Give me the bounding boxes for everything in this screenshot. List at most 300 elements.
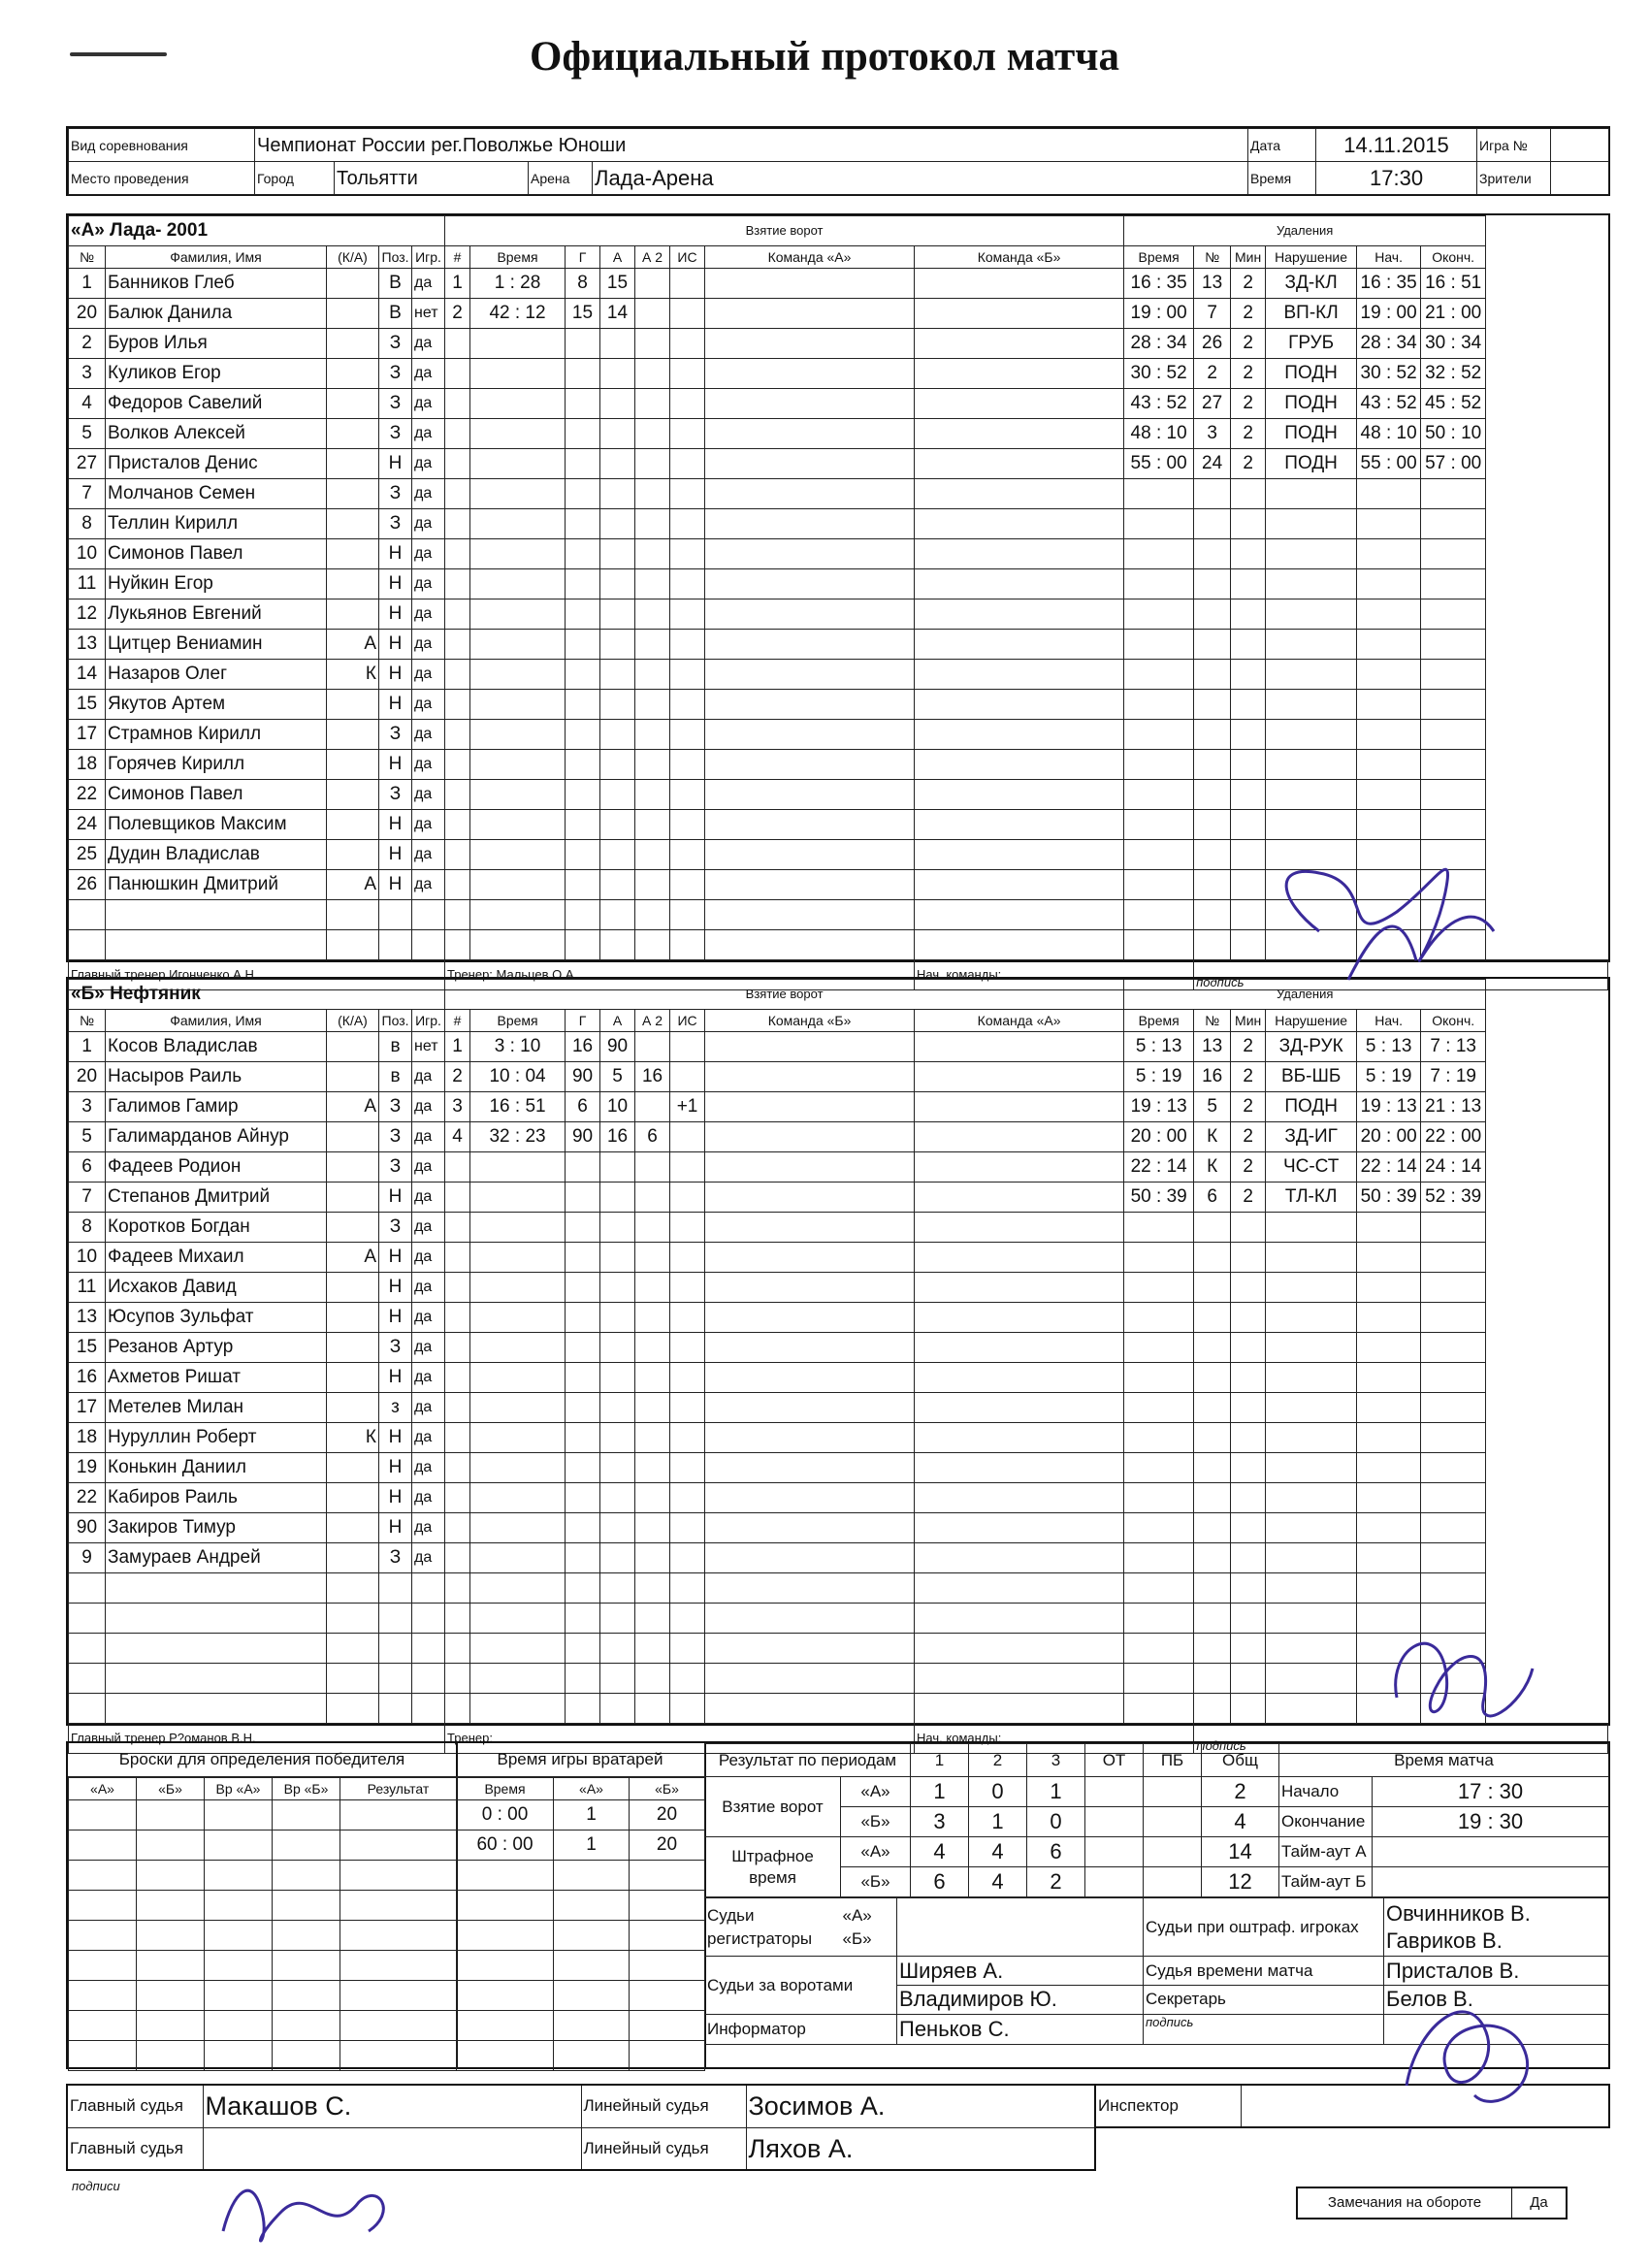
- empty-cell: [106, 1694, 327, 1724]
- empty-cell: [1124, 1423, 1194, 1453]
- pen-start: 16 : 35: [1357, 269, 1421, 299]
- player-played: нет: [412, 1032, 445, 1062]
- empty-cell: [1266, 1664, 1357, 1694]
- empty-cell: [1194, 840, 1231, 870]
- empty-cell: [1266, 1453, 1357, 1483]
- empty-cell: [600, 329, 635, 359]
- player-played: да: [412, 1303, 445, 1333]
- player-ka: [327, 569, 379, 599]
- player-pos: Н: [379, 660, 412, 690]
- empty-cell: [635, 419, 670, 449]
- goals-b-total: 4: [1202, 1807, 1279, 1837]
- pen-time: 19 : 13: [1124, 1092, 1194, 1122]
- goals-b-3: 0: [1027, 1807, 1085, 1837]
- empty-cell: [670, 1543, 705, 1573]
- table-row: [69, 299, 1608, 329]
- player-pos: з: [379, 1393, 412, 1423]
- empty-cell: [1124, 569, 1194, 599]
- penalty-judge-1: Овчинников В.: [1386, 1900, 1531, 1926]
- empty-cell: [457, 2041, 554, 2071]
- empty-cell: [470, 1453, 566, 1483]
- empty-cell: [566, 509, 600, 539]
- empty-cell: [566, 750, 600, 780]
- empty-cell: [670, 1664, 705, 1694]
- empty-cell: [1124, 1634, 1194, 1664]
- col-goal-g: Г: [566, 1010, 600, 1032]
- empty-cell: [412, 930, 445, 960]
- goal-scorer: 90: [566, 1062, 600, 1092]
- player-ka: [327, 810, 379, 840]
- empty-cell: [470, 509, 566, 539]
- goals-a-1: 1: [911, 1777, 969, 1807]
- col-name: Фамилия, Имя: [106, 246, 327, 269]
- pen-infraction: ПОДН: [1266, 449, 1357, 479]
- period-col-ot: ОТ: [1085, 1744, 1144, 1777]
- empty-cell: [106, 1604, 327, 1634]
- pen-start: 19 : 00: [1357, 299, 1421, 329]
- goal-scorer: 15: [566, 299, 600, 329]
- empty-cell: [1194, 690, 1231, 720]
- player-ka: [327, 419, 379, 449]
- empty-cell: [600, 1303, 635, 1333]
- empty-cell: [600, 479, 635, 509]
- table-row: [69, 1573, 1608, 1604]
- empty-cell: [635, 1694, 670, 1724]
- player-played: да: [412, 1092, 445, 1122]
- empty-cell: [600, 780, 635, 810]
- empty-cell: [915, 1363, 1124, 1393]
- empty-cell: [69, 1921, 137, 1951]
- player-played: да: [412, 1423, 445, 1453]
- empty-cell: [600, 930, 635, 960]
- empty-cell: [470, 1393, 566, 1423]
- player-no: 20: [69, 299, 106, 329]
- empty-cell: [915, 449, 1124, 479]
- goal-assist: 5: [600, 1062, 635, 1092]
- empty-cell: [915, 569, 1124, 599]
- pen-time: 5 : 19: [1124, 1062, 1194, 1092]
- empty-cell: [205, 1861, 273, 1891]
- empty-cell: [635, 930, 670, 960]
- empty-cell: [457, 1921, 554, 1951]
- col-played: Игр.: [412, 1010, 445, 1032]
- empty-cell: [1231, 1604, 1266, 1634]
- empty-cell: [670, 720, 705, 750]
- empty-cell: [915, 599, 1124, 630]
- empty-cell: [1124, 1573, 1194, 1604]
- empty-cell: [915, 1634, 1124, 1664]
- empty-cell: [69, 2011, 137, 2041]
- empty-cell: [445, 840, 470, 870]
- empty-cell: [1231, 630, 1266, 660]
- empty-cell: [327, 930, 379, 960]
- empty-cell: [915, 1333, 1124, 1363]
- pen-start: 30 : 52: [1357, 359, 1421, 389]
- empty-cell: [327, 900, 379, 930]
- timeout-b-label: Тайм-аут Б: [1279, 1867, 1373, 1897]
- player-played: да: [412, 1062, 445, 1092]
- empty-cell: [470, 389, 566, 419]
- col-goal-team2: Команда «Б»: [915, 246, 1124, 269]
- empty-cell: [554, 1861, 630, 1891]
- pen-player: 13: [1194, 1032, 1231, 1062]
- empty-cell: [412, 1604, 445, 1634]
- empty-cell: [445, 660, 470, 690]
- header-block: [66, 126, 1610, 196]
- empty-cell: [470, 1152, 566, 1183]
- empty-cell: [1421, 660, 1486, 690]
- date-value: 14.11.2015: [1316, 129, 1477, 162]
- empty-cell: [327, 1694, 379, 1724]
- empty-cell: [1421, 1453, 1486, 1483]
- pen-end: 7 : 13: [1421, 1032, 1486, 1062]
- empty-cell: [635, 840, 670, 870]
- empty-cell: [1357, 599, 1421, 630]
- pen-infraction: ТЛ-КЛ: [1266, 1183, 1357, 1213]
- empty-cell: [457, 2011, 554, 2041]
- empty-cell: [379, 1604, 412, 1634]
- pen-start: 19 : 13: [1357, 1092, 1421, 1122]
- empty-cell: [635, 690, 670, 720]
- competition-label: Вид соревнования: [69, 129, 255, 162]
- player-played: да: [412, 690, 445, 720]
- player-name: Кабиров Раиль: [106, 1483, 327, 1513]
- empty-cell: [705, 1303, 915, 1333]
- empty-cell: [1357, 569, 1421, 599]
- arena-value: Лада-Арена: [593, 162, 1248, 195]
- empty-cell: [1421, 1573, 1486, 1604]
- main-referee-label-2: Главный судья: [67, 2127, 203, 2170]
- empty-cell: [1231, 780, 1266, 810]
- empty-cell: [1194, 1634, 1231, 1664]
- col-goal-time: Время: [470, 246, 566, 269]
- empty-cell: [1231, 1483, 1266, 1513]
- empty-cell: [915, 1183, 1124, 1213]
- empty-cell: [915, 389, 1124, 419]
- empty-cell: [1124, 1453, 1194, 1483]
- empty-cell: [445, 780, 470, 810]
- empty-cell: [445, 1543, 470, 1573]
- player-name: Фадеев Родион: [106, 1152, 327, 1183]
- penalty-judge-2: Гавриков В.: [1386, 1928, 1503, 1953]
- empty-cell: [1194, 479, 1231, 509]
- penalty-judges-label: Судьи при оштраф. игроках: [1144, 1898, 1384, 1957]
- empty-cell: [1124, 780, 1194, 810]
- empty-cell: [705, 1122, 915, 1152]
- empty-cell: [205, 1951, 273, 1981]
- empty-cell: [705, 479, 915, 509]
- empty-cell: [600, 1664, 635, 1694]
- goal-no: 4: [445, 1122, 470, 1152]
- pen-infraction: ЗД-КЛ: [1266, 269, 1357, 299]
- empty-cell: [670, 1513, 705, 1543]
- pen-start: 20 : 00: [1357, 1122, 1421, 1152]
- empty-cell: [106, 1573, 327, 1604]
- goals-b-pb: [1144, 1807, 1202, 1837]
- goalie-col: «Б»: [630, 1778, 705, 1800]
- player-name: Балюк Данила: [106, 299, 327, 329]
- player-ka: [327, 359, 379, 389]
- empty-cell: [1357, 1573, 1421, 1604]
- empty-cell: [600, 900, 635, 930]
- goal-no: 2: [445, 1062, 470, 1092]
- pen-b-2: 4: [969, 1867, 1027, 1897]
- goalie-time: 60 : 00: [457, 1831, 554, 1861]
- player-no: 25: [69, 840, 106, 870]
- pen-end: 16 : 51: [1421, 269, 1486, 299]
- empty-cell: [670, 690, 705, 720]
- empty-cell: [635, 449, 670, 479]
- empty-cell: [600, 870, 635, 900]
- goals-b-2: 1: [969, 1807, 1027, 1837]
- player-ka: [327, 1543, 379, 1573]
- empty-cell: [1421, 1303, 1486, 1333]
- col-goal-is: ИС: [670, 1010, 705, 1032]
- goal-time: 1 : 28: [470, 269, 566, 299]
- empty-cell: [670, 660, 705, 690]
- empty-cell: [630, 2011, 705, 2041]
- empty-cell: [600, 1634, 635, 1664]
- table-row: [69, 750, 1608, 780]
- pen-infraction: ПОДН: [1266, 1092, 1357, 1122]
- player-pos: З: [379, 419, 412, 449]
- pen-infraction: ВП-КЛ: [1266, 299, 1357, 329]
- time-value: 17:30: [1316, 162, 1477, 195]
- empty-cell: [705, 569, 915, 599]
- empty-cell: [600, 1694, 635, 1724]
- coach2-label: Тренер:: [445, 1724, 915, 1754]
- player-played: да: [412, 419, 445, 449]
- empty-cell: [137, 1921, 205, 1951]
- pen-a-3: 6: [1027, 1837, 1085, 1867]
- empty-cell: [670, 810, 705, 840]
- empty-cell: [705, 1243, 915, 1273]
- empty-cell: [1194, 1363, 1231, 1393]
- empty-cell: [1194, 630, 1231, 660]
- col-pen-no: №: [1194, 1010, 1231, 1032]
- empty-cell: [457, 1891, 554, 1921]
- empty-cell: [470, 900, 566, 930]
- empty-cell: [1266, 509, 1357, 539]
- reg-a: «А»: [842, 1905, 872, 1925]
- empty-cell: [1194, 1573, 1231, 1604]
- player-name: Нуруллин Роберт: [106, 1423, 327, 1453]
- pen-min: 2: [1231, 419, 1266, 449]
- empty-cell: [470, 780, 566, 810]
- empty-cell: [1266, 750, 1357, 780]
- player-name: Нуйкин Егор: [106, 569, 327, 599]
- empty-cell: [340, 2011, 457, 2041]
- table-row: [69, 509, 1608, 539]
- player-ka: [327, 780, 379, 810]
- notes-box: [1296, 2187, 1568, 2219]
- player-ka: [327, 840, 379, 870]
- empty-cell: [705, 1453, 915, 1483]
- empty-cell: [1194, 1453, 1231, 1483]
- player-pos: В: [379, 269, 412, 299]
- empty-cell: [635, 1183, 670, 1213]
- player-played: нет: [412, 299, 445, 329]
- empty-cell: [1357, 660, 1421, 690]
- goal-assist: 90: [600, 1032, 635, 1062]
- player-pos: Н: [379, 569, 412, 599]
- player-no: 5: [69, 419, 106, 449]
- player-pos: З: [379, 780, 412, 810]
- player-no: 22: [69, 780, 106, 810]
- shootout-col: «А»: [69, 1778, 137, 1800]
- player-pos: З: [379, 1122, 412, 1152]
- player-played: да: [412, 329, 445, 359]
- empty-cell: [1124, 720, 1194, 750]
- empty-cell: [705, 1062, 915, 1092]
- empty-cell: [1231, 1634, 1266, 1664]
- spectators-label: Зрители: [1477, 162, 1551, 195]
- goal-assist: 15: [600, 269, 635, 299]
- player-ka: [327, 720, 379, 750]
- signature-officials: [1377, 1969, 1552, 2124]
- empty-cell: [379, 900, 412, 930]
- goals-a-pb: [1144, 1777, 1202, 1807]
- coach-label: Главный тренер Р?оманов В.Н.: [69, 1724, 445, 1754]
- goals-section-label: Взятие ворот: [445, 980, 1124, 1010]
- empty-cell: [600, 1152, 635, 1183]
- empty-cell: [915, 1213, 1124, 1243]
- pen-start: 43 : 52: [1357, 389, 1421, 419]
- empty-cell: [600, 569, 635, 599]
- empty-cell: [273, 2011, 340, 2041]
- empty-cell: [1231, 1303, 1266, 1333]
- player-ka: [327, 1303, 379, 1333]
- player-name: Горячев Кирилл: [106, 750, 327, 780]
- table-row: [69, 1122, 1608, 1152]
- empty-cell: [635, 1393, 670, 1423]
- table-row: [69, 690, 1608, 720]
- player-played: да: [412, 509, 445, 539]
- empty-cell: [705, 1092, 915, 1122]
- empty-cell: [635, 569, 670, 599]
- empty-cell: [1194, 1333, 1231, 1363]
- player-no: 10: [69, 539, 106, 569]
- empty-cell: [1357, 750, 1421, 780]
- col-name: Фамилия, Имя: [106, 1010, 327, 1032]
- empty-cell: [705, 269, 915, 299]
- empty-cell: [1124, 690, 1194, 720]
- empty-cell: [445, 1664, 470, 1694]
- pen-end: 57 : 00: [1421, 449, 1486, 479]
- empty-cell: [915, 1273, 1124, 1303]
- empty-cell: [1124, 509, 1194, 539]
- pen-time: 16 : 35: [1124, 269, 1194, 299]
- empty-cell: [705, 720, 915, 750]
- empty-cell: [670, 359, 705, 389]
- player-name: Фадеев Михаил: [106, 1243, 327, 1273]
- pen-time: 5 : 13: [1124, 1032, 1194, 1062]
- player-ka: [327, 1273, 379, 1303]
- empty-cell: [445, 930, 470, 960]
- empty-cell: [379, 1694, 412, 1724]
- pen-a-1: 4: [911, 1837, 969, 1867]
- pen-end: 7 : 19: [1421, 1062, 1486, 1092]
- empty-cell: [566, 780, 600, 810]
- empty-cell: [566, 1183, 600, 1213]
- goal-is: +1: [670, 1092, 705, 1122]
- table-row: [69, 1183, 1608, 1213]
- periods-table: [704, 1743, 1609, 1897]
- empty-cell: [445, 1573, 470, 1604]
- empty-cell: [566, 690, 600, 720]
- empty-cell: [470, 359, 566, 389]
- empty-cell: [670, 1453, 705, 1483]
- empty-cell: [445, 900, 470, 930]
- sign-label: Подпись: [1194, 1724, 1608, 1754]
- city-label: Город: [255, 162, 335, 195]
- empty-cell: [1421, 539, 1486, 569]
- player-no: 8: [69, 1213, 106, 1243]
- empty-cell: [1266, 1604, 1357, 1634]
- captain-label: Нач. команды:: [915, 1724, 1194, 1754]
- empty-cell: [1124, 1604, 1194, 1634]
- empty-cell: [1194, 930, 1231, 960]
- player-no: 12: [69, 599, 106, 630]
- empty-cell: [1194, 1483, 1231, 1513]
- header-table: [68, 128, 1609, 195]
- player-played: да: [412, 780, 445, 810]
- empty-cell: [635, 630, 670, 660]
- empty-cell: [470, 1483, 566, 1513]
- empty-cell: [635, 1363, 670, 1393]
- goals-a-total: 2: [1202, 1777, 1279, 1807]
- empty-cell: [566, 329, 600, 359]
- empty-cell: [670, 1423, 705, 1453]
- empty-cell: [1421, 1333, 1486, 1363]
- player-no: 11: [69, 1273, 106, 1303]
- empty-cell: [566, 1303, 600, 1333]
- player-pos: Н: [379, 750, 412, 780]
- player-played: да: [412, 449, 445, 479]
- empty-cell: [915, 269, 1124, 299]
- registrars-teams: [841, 1898, 897, 1957]
- empty-cell: [1231, 569, 1266, 599]
- empty-cell: [635, 1513, 670, 1543]
- empty-cell: [705, 1543, 915, 1573]
- empty-cell: [915, 1513, 1124, 1543]
- empty-cell: [327, 1573, 379, 1604]
- pen-min: 2: [1231, 329, 1266, 359]
- goal-assist: 10: [600, 1092, 635, 1122]
- empty-cell: [1421, 690, 1486, 720]
- goalie-b: 20: [630, 1800, 705, 1831]
- player-name: Симонов Павел: [106, 539, 327, 569]
- empty-cell: [635, 1273, 670, 1303]
- empty-cell: [915, 750, 1124, 780]
- empty-cell: [554, 1951, 630, 1981]
- empty-cell: [705, 1363, 915, 1393]
- empty-cell: [1231, 1363, 1266, 1393]
- empty-cell: [554, 2041, 630, 2071]
- player-ka: А: [327, 1243, 379, 1273]
- empty-cell: [1194, 509, 1231, 539]
- empty-cell: [470, 870, 566, 900]
- player-pos: Н: [379, 1183, 412, 1213]
- empty-cell: [1124, 1393, 1194, 1423]
- empty-cell: [470, 1573, 566, 1604]
- player-name: Галимарданов Айнур: [106, 1122, 327, 1152]
- col-pen-start: Нач.: [1357, 1010, 1421, 1032]
- empty-cell: [554, 1891, 630, 1921]
- empty-cell: [1266, 780, 1357, 810]
- col-pen-min: Мин: [1231, 246, 1266, 269]
- empty-cell: [1124, 810, 1194, 840]
